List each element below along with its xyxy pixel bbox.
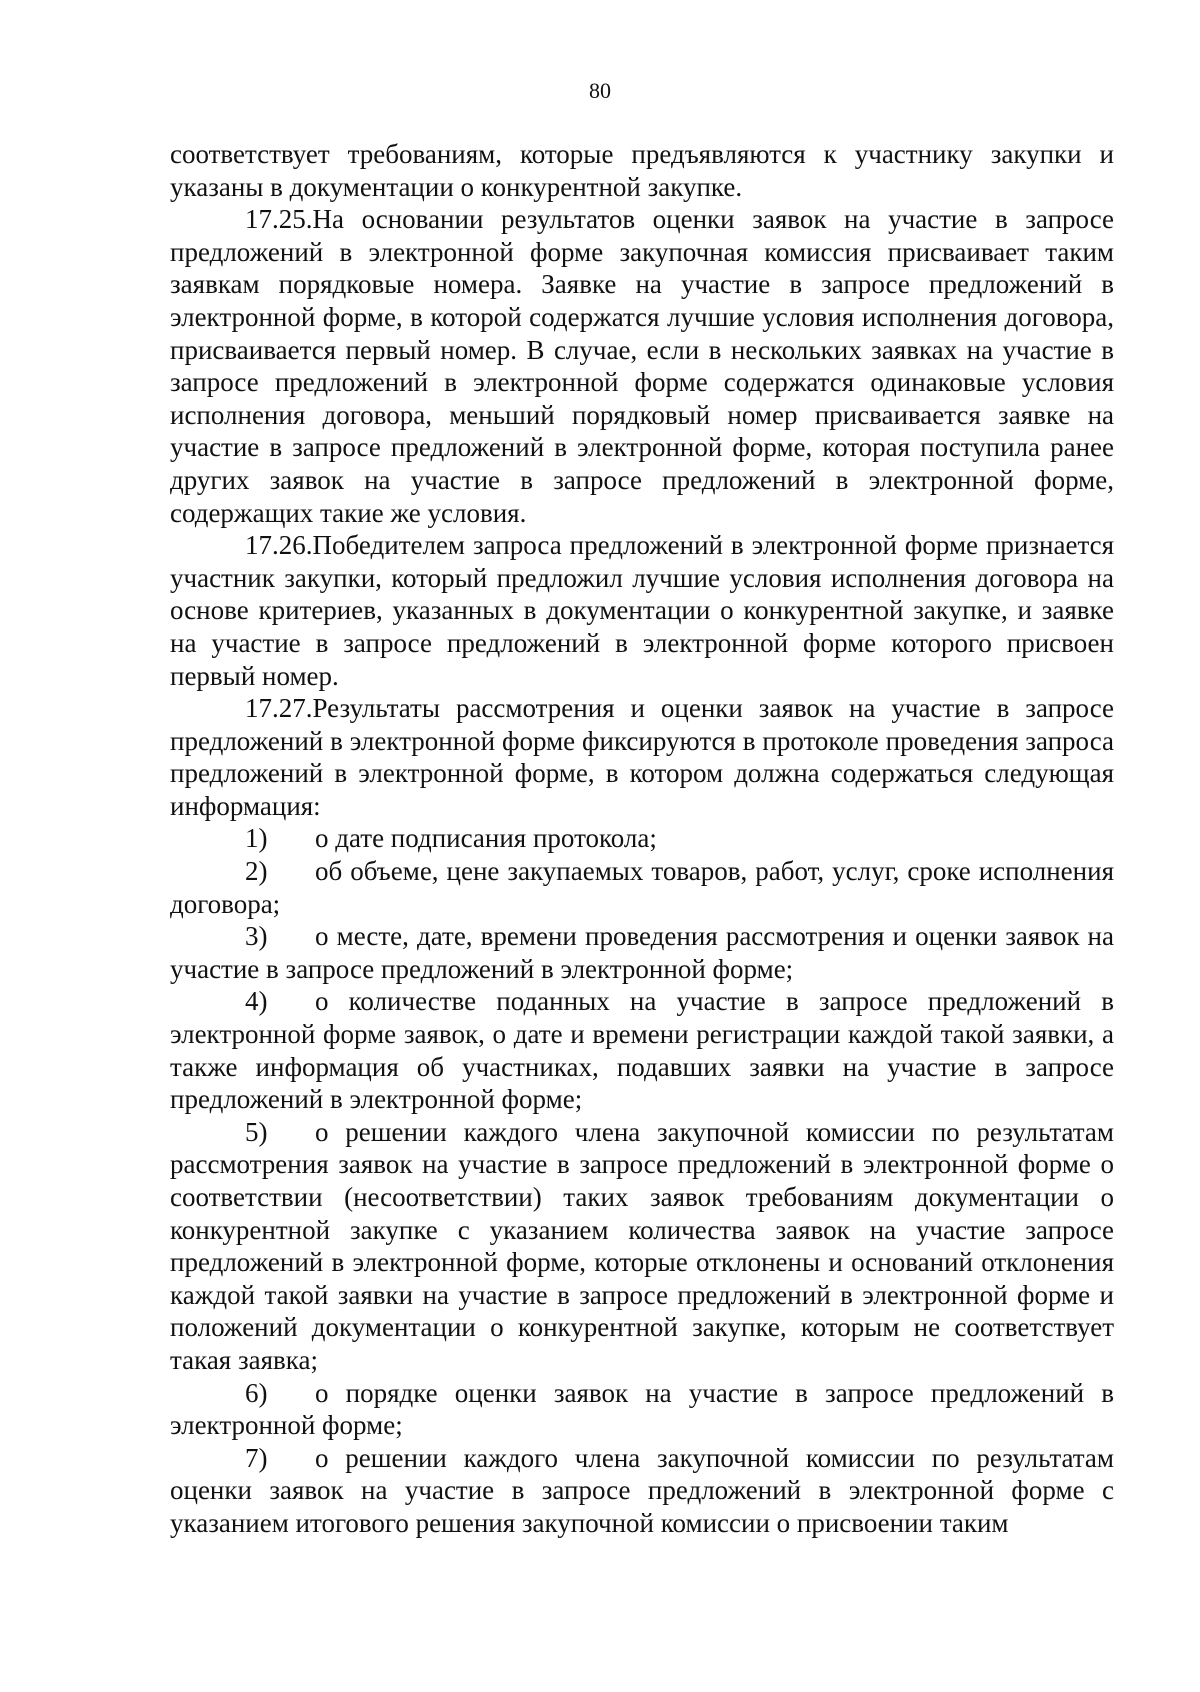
list-item-number: 2)	[245, 856, 268, 887]
list-item-6	[170, 1377, 1114, 1442]
paragraph-17-27: 17.27.Результаты рассмотрения и оценки заявок на участие в запросе предложений в электронной форме фиксируются в протоколе проведения запроса предложений в электронной форме, в котором должна содержаться следующая информация:	[170, 693, 1114, 821]
list-item-number: 4)	[245, 986, 268, 1017]
list-item-text: об объеме, цене закупаемых товаров, работ, услуг, сроке исполнения договора;	[170, 856, 1114, 919]
list-item-number: 1)	[245, 823, 268, 854]
list-item-text: о количестве поданных на участие в запросе предложений в электронной форме заявок, о дате и времени регистрации каждой такой заявки, а также информация об участниках, подавших заявки на участие в запросе предложений в электронной форме;	[170, 986, 1114, 1115]
list-item-number: 3)	[245, 921, 268, 952]
list-item-text: о дате подписания протокола;	[315, 823, 657, 854]
list-item-7	[170, 1442, 1114, 1540]
paragraph-continuation: соответствует требованиям, которые предъявляются к участнику закупки и указаны в документации о конкурентной закупке.	[170, 139, 1114, 202]
list-item-3	[170, 920, 1114, 985]
list-item-text: о месте, дате, времени проведения рассмотрения и оценки заявок на участие в запросе предложений в электронной форме;	[170, 921, 1114, 984]
list-item-5	[170, 1116, 1114, 1377]
page-number: 80	[589, 78, 611, 103]
document-body	[170, 138, 1114, 1540]
paragraph-17-25: 17.25.На основании результатов оценки заявок на участие в запросе предложений в электронной форме закупочная комиссия присваивает таким заявкам порядковые номера. Заявке на участие в запросе предложений в электронной форме, в которой содержатся лучшие условия исполнения договора, присваивается первый номер. В случае, если в нескольких заявках на участие в запросе предложений в электронной форме содержатся одинаковые условия исполнения договора, меньший порядковый номер присваивается заявке на участие в запросе предложений в электронной форме, которая поступила ранее других заявок на участие в запросе предложений в электронной форме, содержащих такие же условия.	[170, 204, 1114, 528]
list-item-number: 5)	[245, 1116, 268, 1147]
list-item-text: о решении каждого члена закупочной комиссии по результатам рассмотрения заявок на участие в запросе предложений в электронной форме о соответствии (несоответствии) таких заявок требованиям документации о конкурентной закупке с указанием количества заявок на участие запросе предложений в электронной форме, которые отклонены и оснований отклонения каждой такой заявки на участие в запросе предложений в электронной форме и положений документации о конкурентной закупке, которым не соответствует такая заявка;	[170, 1116, 1114, 1375]
list-item-number: 7)	[245, 1442, 268, 1473]
list-item-text: о решении каждого члена закупочной комиссии по результатам оценки заявок на участие в запросе предложений в электронной форме с указанием итогового решения закупочной комиссии о присвоении таким	[170, 1442, 1114, 1538]
list-item-1	[170, 822, 1114, 855]
list-item-4	[170, 985, 1114, 1115]
list-item-number: 6)	[245, 1377, 268, 1408]
list-item-2	[170, 855, 1114, 920]
paragraph-17-26: 17.26.Победителем запроса предложений в электронной форме признается участник закупки, который предложил лучшие условия исполнения договора на основе критериев, указанных в документации о конкурентной закупке, и заявке на участие в запросе предложений в электронной форме которого присвоен первый номер.	[170, 530, 1114, 691]
list-item-text: о порядке оценки заявок на участие в запросе предложений в электронной форме;	[170, 1377, 1114, 1441]
